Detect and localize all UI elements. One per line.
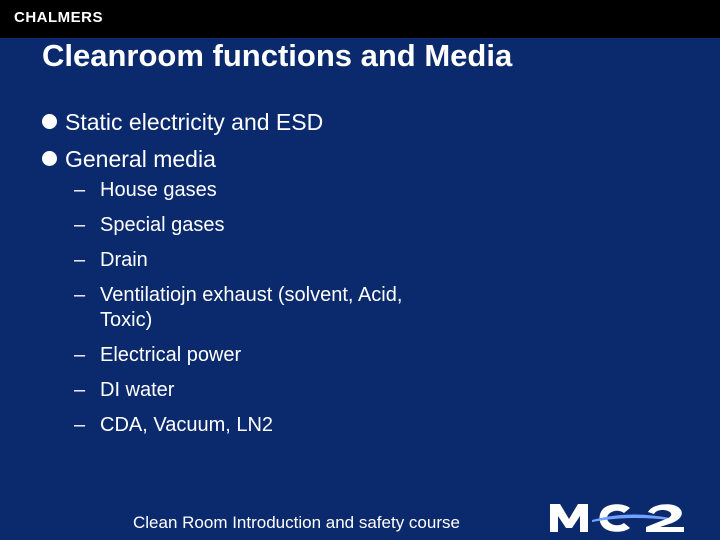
bullet-dot-icon xyxy=(42,151,57,166)
sub-item-text: Special gases xyxy=(100,214,225,236)
dash-marker: – xyxy=(74,284,86,306)
bullet-item xyxy=(42,140,323,177)
footer-text: Clean Room Introduction and safety course xyxy=(133,513,460,532)
sub-list-item xyxy=(74,248,430,273)
top-bar xyxy=(0,0,720,38)
page-title: Cleanroom functions and Media xyxy=(42,38,513,73)
bullet-list xyxy=(42,103,323,177)
bullet-item xyxy=(42,103,323,140)
sub-list-item xyxy=(74,178,430,203)
sub-list-item xyxy=(74,343,430,368)
dash-marker: – xyxy=(74,214,86,236)
sub-item-text: Electrical power xyxy=(100,344,242,366)
dash-marker: – xyxy=(74,249,86,271)
mc2-logo-icon xyxy=(548,500,712,536)
sub-bullet-list xyxy=(74,178,430,448)
dash-marker: – xyxy=(74,379,86,401)
sub-list-item xyxy=(74,213,430,238)
dash-marker: – xyxy=(74,179,86,201)
sub-item-text: Ventilatiojn exhaust (solvent, Acid, Toxic) xyxy=(100,284,403,331)
sub-item-text: Drain xyxy=(100,249,148,271)
sub-item-text: House gases xyxy=(100,179,217,201)
dash-marker: – xyxy=(74,414,86,436)
sub-list-item xyxy=(74,378,430,403)
bullet-text: General media xyxy=(65,145,216,172)
sub-item-text: CDA, Vacuum, LN2 xyxy=(100,414,274,436)
brand-logo-text: CHALMERS xyxy=(14,9,103,26)
sub-list-item xyxy=(74,283,430,333)
bullet-dot-icon xyxy=(42,114,57,129)
dash-marker: – xyxy=(74,344,86,366)
bullet-text: Static electricity and ESD xyxy=(65,108,324,135)
sub-item-text: DI water xyxy=(100,379,175,401)
sub-list-item xyxy=(74,413,430,438)
